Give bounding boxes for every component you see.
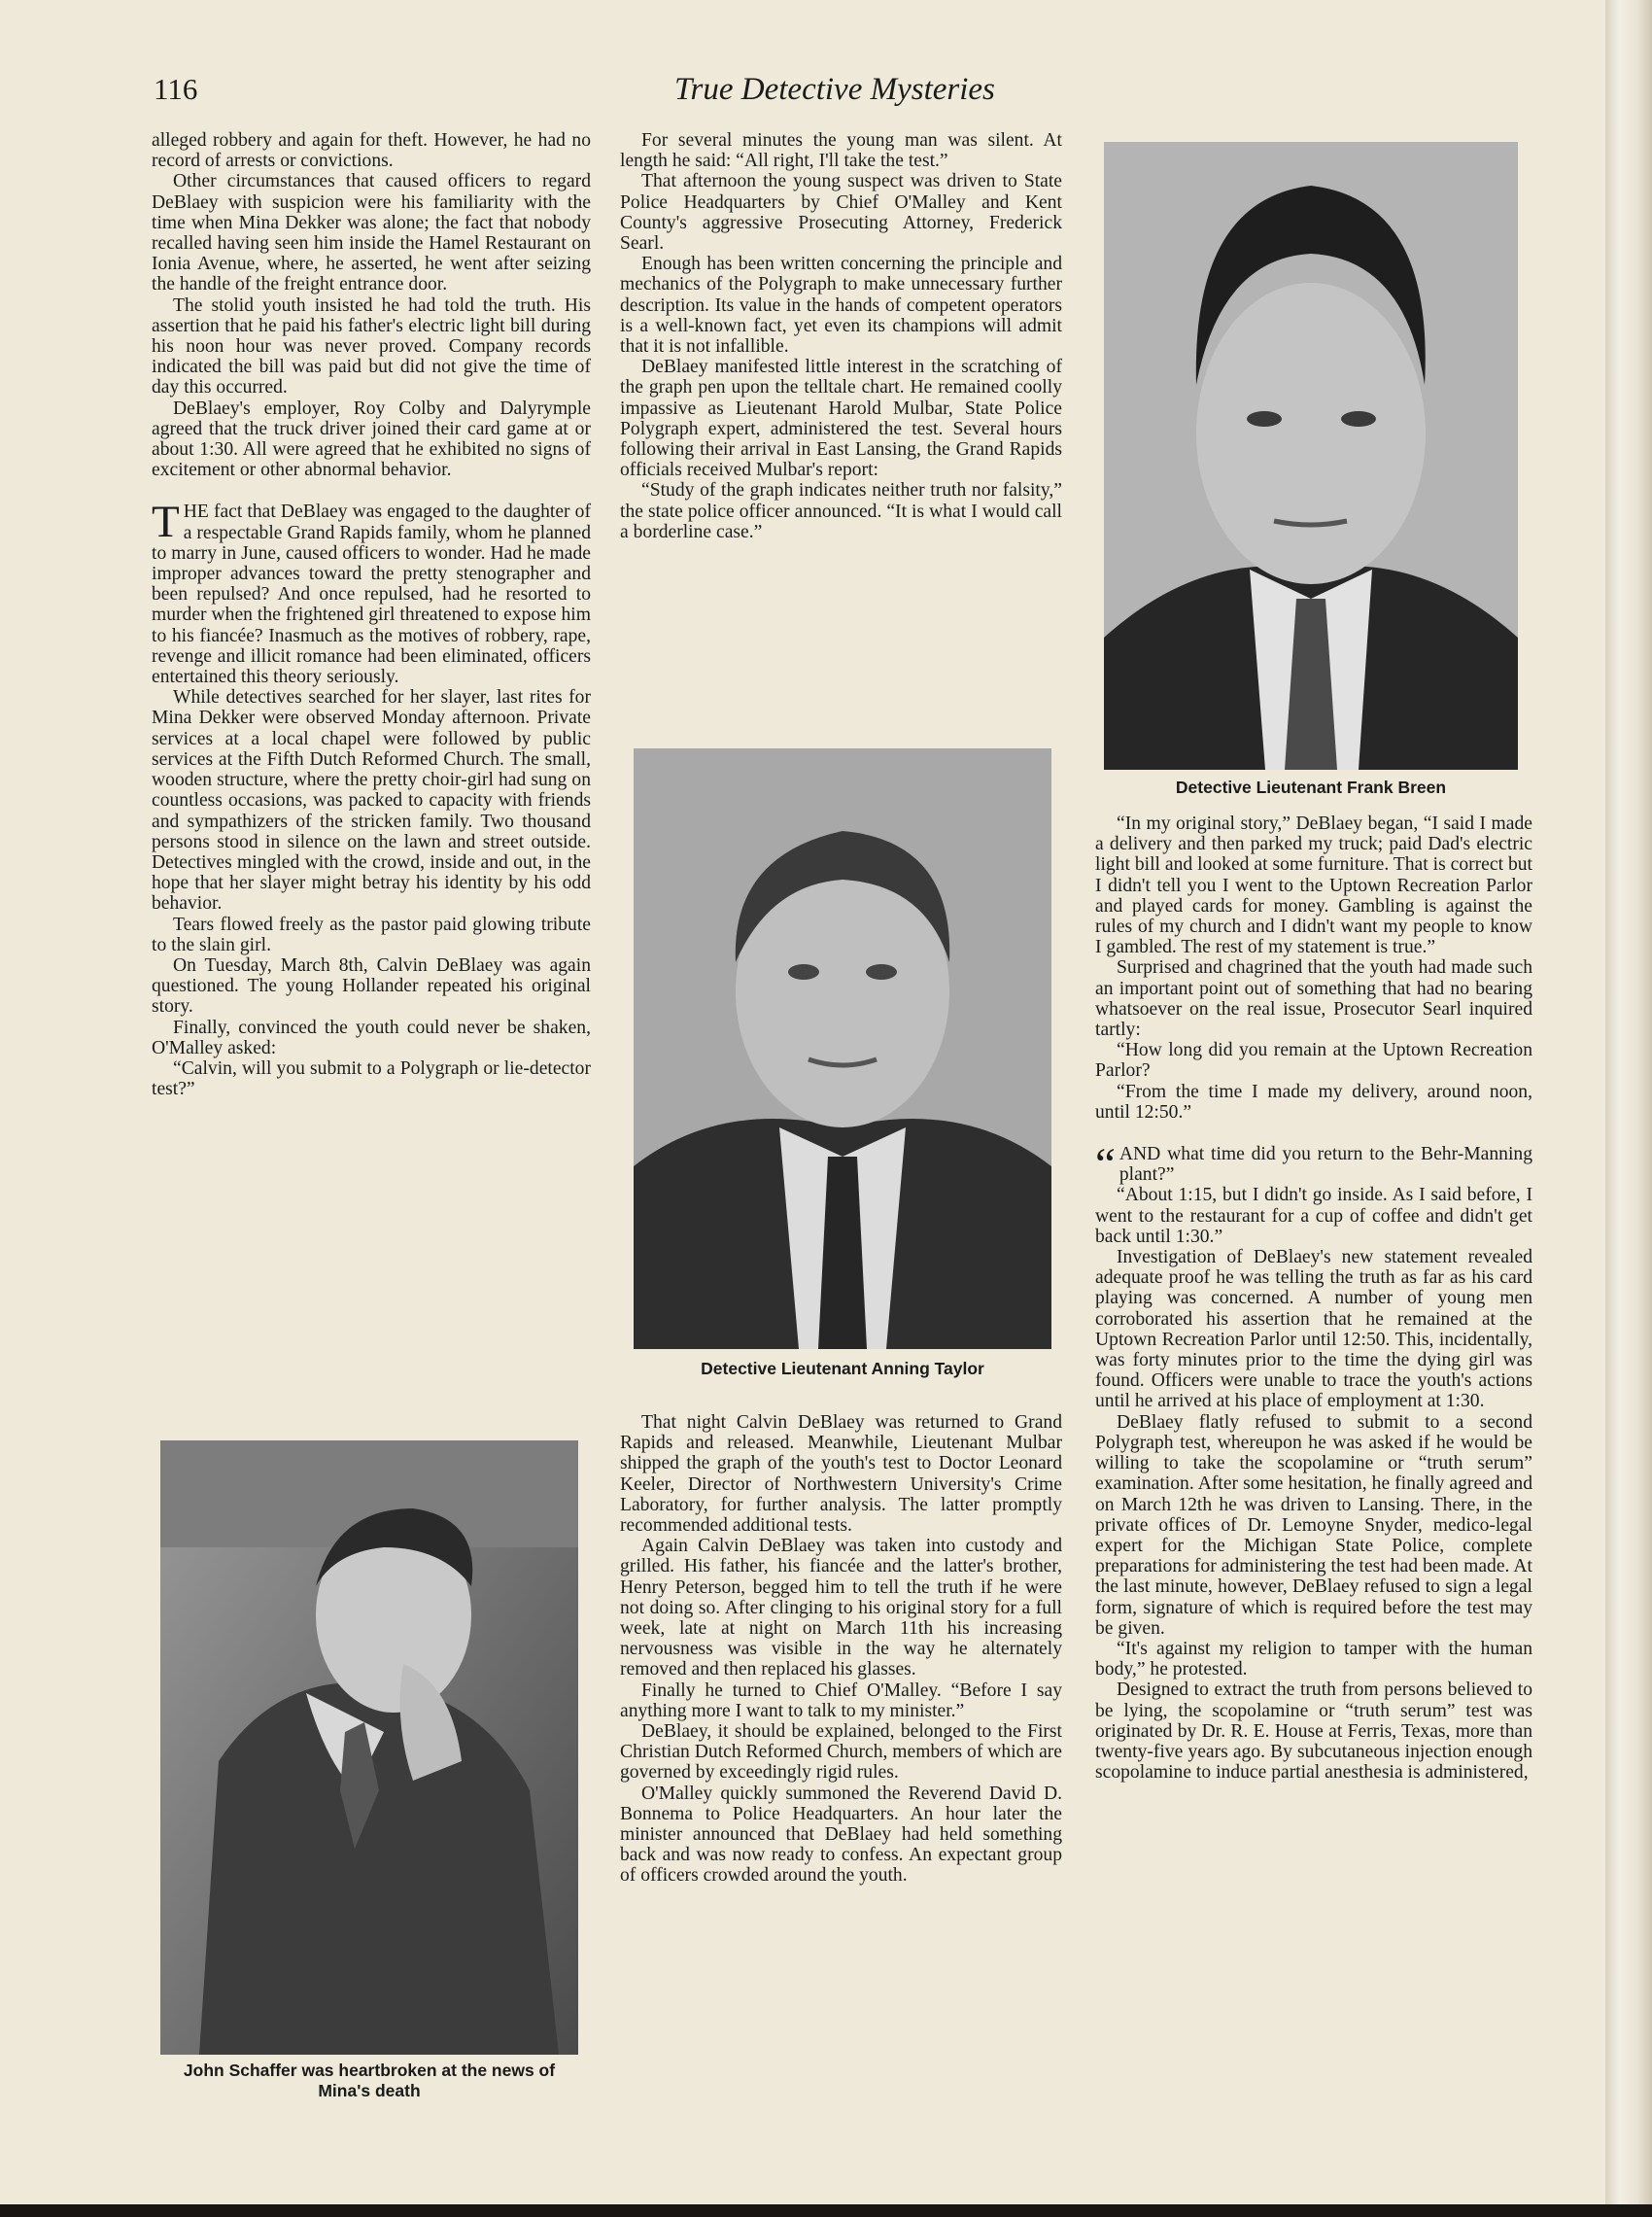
paragraph: Investigation of DeBlaey's new statement revealed adequate proof he was telling the truth as far as his card playing was concerned. A number of young men corroborated his assertion that he remained at the Uptown Recreation Parlor until 12:50. This, incidentally, was forty minutes prior to the time the dying girl was found. Officers were unable to trace the youth's actions until he arrived at his place of employment at 1:30. [1095,1247,1532,1412]
drop-cap: T [152,497,180,548]
paragraph: While detectives searched for her slayer, last rites for Mina Dekker were observed Monday afternoon. Private services at a local chapel were followed by public services at the Fifth Dutch Reformed Church. The small, wooden structure, where the pretty choir-girl had sung on countless occasions, was packed to capacity with friends and sympathizers of the stricken family. Two thousand persons stood in silence on the lawn and street outside. Detectives mingled with the crowd, inside and out, in the hope that her slayer might betray his identity by his odd behavior. [152,687,591,915]
paragraph: DeBlaey flatly refused to submit to a second Polygraph test, whereupon he was asked if he would be willing to take the scopolamine or “truth serum” examination. After some hesitation, he finally agreed and on March 12th he was driven to Lansing. There, in the private offices of Dr. Lemoyne Snyder, medico-legal expert for the Michigan State Police, complete preparations for administering the test had been made. At the last minute, however, DeBlaey refused to sign a legal form, signature of which is required before the test may be given. [1095,1411,1532,1639]
paragraph: Finally, convinced the youth could never be shaken, O'Malley asked: [152,1017,591,1058]
photo-frank-breen [1104,142,1518,770]
paragraph: The stolid youth insisted he had told the truth. His assertion that he paid his father's electric light bill during his noon hour was never proved. Company records indicated the bill was paid but did not give the time of day this occurred. [152,294,591,398]
paragraph-dropcap [152,497,591,688]
paragraph: “It's against my religion to tamper with the human body,” he protested. [1095,1638,1532,1680]
paragraph: alleged robbery and again for theft. However, he had no record of arrests or convictions. [152,130,591,172]
paragraph: DeBlaey's employer, Roy Colby and Dalyrymple agreed that the truck driver joined their card game at or about 1:30. All were agreed that he exhibited no signs of excitement or other abnormal behavior. [152,398,591,481]
paragraph: Enough has been written concerning the principle and mechanics of the Polygraph to make unnecessary further description. Its value in the hands of competent operators is a well-known fact, yet even its champions will admit that it is not infallible. [620,254,1062,358]
photo-john-schaffer [160,1440,578,2055]
paragraph: For several minutes the young man was silent. At length he said: “All right, I'll take the test.” [620,130,1062,172]
paragraph: “In my original story,” DeBlaey began, “I said I made a delivery and then parked my truck; paid Dad's electric light bill and looked at some furniture. That is correct but I didn't tell you I went to the Uptown Recreation Parlor and played cards for money. Gambling is against the rules of my church and I didn't want my people to know I gambled. The rest of my statement is true.” [1095,814,1532,958]
column-2-bottom [620,1412,1062,1887]
paragraph: Tears flowed freely as the pastor paid glowing tribute to the slain girl. [152,914,591,955]
paragraph: Other circumstances that caused officers to regard DeBlaey with suspicion were his familiarity with the time when Mina Dekker was alone; the fact that nobody recalled having seen him inside the Hamel Restaurant on Ionia Avenue, where, he asserted, he went after seizing the handle of the freight entrance door. [152,171,591,295]
paragraph-text: AND what time did you return to the Behr-Manning plant?” [1119,1144,1532,1186]
caption-anning-taylor: Detective Lieutenant Anning Taylor [701,1359,984,1378]
paragraph: That night Calvin DeBlaey was returned to Grand Rapids and released. Meanwhile, Lieutenant Mulbar shipped the graph of the youth's test to Doctor Leonard Keeler, Director of Northwestern University's Crime Laboratory, for further analysis. The latter promptly recommended additional tests. [620,1412,1062,1537]
column-3 [1095,814,1532,1783]
paragraph: DeBlaey manifested little interest in the scratching of the graph pen upon the telltale chart. He remained coolly impassive as Lieutenant Harold Mulbar, State Police Polygraph expert, administered the test. Several hours following their arrival in East Lansing, the Grand Rapids officials received Mulbar's report: [620,357,1062,481]
paragraph: “Study of the graph indicates neither truth nor falsity,” the state police officer announced. “It is what I would call a borderline case.” [620,480,1062,542]
paragraph: “How long did you remain at the Uptown Recreation Parlor? [1095,1040,1532,1082]
photo-anning-taylor [634,748,1051,1349]
paragraph: O'Malley quickly summoned the Reverend David D. Bonnema to Police Headquarters. An hour later the minister announced that DeBlaey had held something back and was now ready to confess. An expectant group of officers crowded around the youth. [620,1783,1062,1887]
paragraph: “From the time I made my delivery, around noon, until 12:50.” [1095,1081,1532,1123]
paragraph: That afternoon the young suspect was driven to State Police Headquarters by Chief O'Malley and Kent County's aggressive Prosecuting Attorney, Frederick Searl. [620,171,1062,255]
column-1 [152,130,591,1099]
scan-bottom-edge [0,2204,1652,2217]
drop-cap: “ [1095,1139,1116,1191]
magazine-title: True Detective Mysteries [674,72,995,107]
column-2-top [620,130,1062,542]
paragraph: Designed to extract the truth from persons believed to be lying, the scopolamine or “truth serum” test was originated by Dr. R. E. House at Ferris, Texas, more than twenty-five years ago. By subcutaneous injection enough scopolamine to induce partial anesthesia is administered, [1095,1680,1532,1784]
paragraph-dropcap [1095,1139,1532,1191]
next-page-edge [1605,0,1652,2217]
paragraph: DeBlaey, it should be explained, belonged to the First Christian Dutch Reformed Church, members of which are governed by exceedingly rigid rules. [620,1721,1062,1784]
caption-john-schaffer: John Schaffer was heartbroken at the news of Mina's death [183,2061,556,2100]
page-number: 116 [154,72,198,106]
caption-frank-breen: Detective Lieutenant Frank Breen [1175,778,1447,797]
paragraph: Surprised and chagrined that the youth had made such an important point out of something that had no bearing whatsoever on the real issue, Prosecutor Searl inquired tartly: [1095,957,1532,1041]
paragraph: Again Calvin DeBlaey was taken into custody and grilled. His father, his fiancée and the latter's brother, Henry Peterson, begged him to tell the truth if he were not doing so. After clinging to his original story for a full week, late at night on March 11th his increasing nervousness was visible in the way he alternately removed and then replaced his glasses. [620,1536,1062,1680]
paragraph: On Tuesday, March 8th, Calvin DeBlaey was again questioned. The young Hollander repeated his original story. [152,954,591,1018]
paragraph-text: HE fact that DeBlaey was engaged to the daughter of a respectable Grand Rapids family, whom he planned to marry in June, caused officers to wonder. Had he made improper advances toward the pretty stenographer and been repulsed? And once repulsed, had he resorted to murder when the frightened girl threatened to expose him to his fiancée? Inasmuch as the motives of robbery, rape, revenge and illicit romance had been eliminated, officers entertained this theory seriously. [152,502,591,688]
paragraph: Finally he turned to Chief O'Malley. “Before I say anything more I want to talk to my minister.” [620,1680,1062,1721]
paragraph: “About 1:15, but I didn't go inside. As I said before, I went to the restaurant for a cup of coffee and didn't get back until 1:30.” [1095,1185,1532,1247]
paragraph: “Calvin, will you submit to a Polygraph or lie-detector test?” [152,1057,591,1100]
